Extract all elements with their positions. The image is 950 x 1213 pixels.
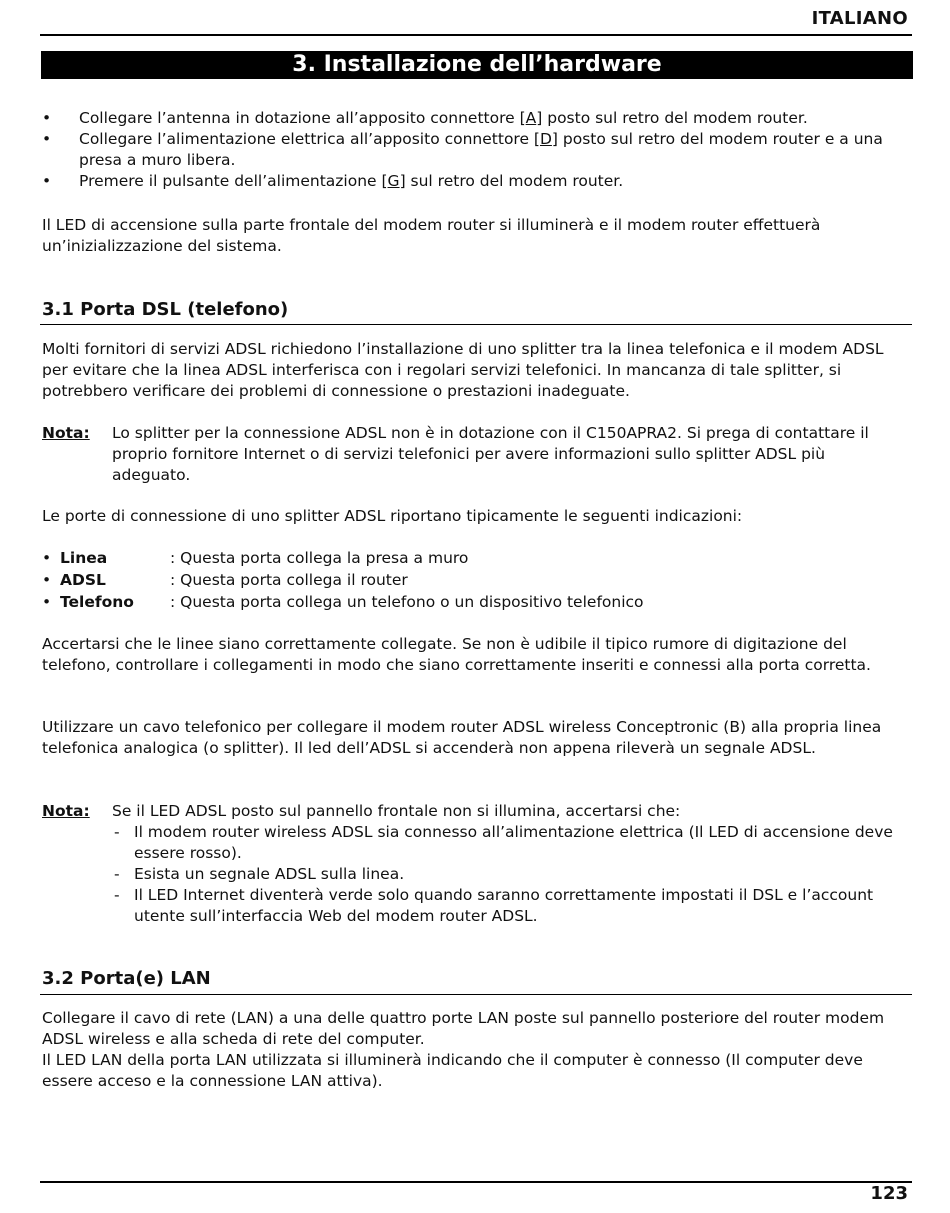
step-text: ] sul retro del modem router. bbox=[399, 172, 624, 190]
bullet-icon: • bbox=[42, 109, 52, 127]
lan-paragraph bbox=[42, 1008, 904, 1092]
note-item-text: Il modem router wireless ADSL sia connesso all’alimentazione elettrica (Il LED di accensione deve essere rosso). bbox=[134, 823, 893, 862]
lan-line: Il LED LAN della porta LAN utilizzata si illuminerà indicando che il computer è connesso (Il computer deve essere acceso e la connessione LAN attiva). bbox=[42, 1051, 863, 1090]
note-label: Nota: bbox=[42, 424, 90, 442]
dash-icon: - bbox=[114, 865, 120, 883]
dash-icon: - bbox=[114, 823, 120, 841]
heading-divider bbox=[40, 994, 912, 995]
note-block bbox=[42, 423, 907, 486]
list-item bbox=[42, 108, 902, 129]
bullet-icon: • bbox=[42, 172, 52, 190]
list-item bbox=[112, 864, 907, 885]
dsl-paragraph: Molti fornitori di servizi ADSL richiedono l’installazione di uno splitter tra la linea telefonica e il modem ADSL per evitare che la linea ADSL interferisca con i regolari servizi telefonici. In mancanza di tale splitter, si potrebbero verificare dei problemi di connessione o prestazioni inadeguate. bbox=[42, 340, 884, 400]
bullet-icon: • bbox=[42, 571, 52, 589]
note-text: Se il LED ADSL posto sul pannello frontale non si illumina, accertarsi che: bbox=[112, 802, 681, 820]
list-item bbox=[42, 171, 902, 192]
check-lines-paragraph: Accertarsi che le linee siano correttamente collegate. Se non è udibile il tipico rumore di digitazione del telefono, controllare i collegamenti in modo che siano correttamente inseriti e connessi alla porta corretta. bbox=[42, 635, 871, 674]
bullet-icon: • bbox=[42, 593, 52, 611]
bullet-icon: • bbox=[42, 130, 52, 148]
port-name: Linea bbox=[60, 549, 108, 567]
step-text: Collegare l’alimentazione elettrica all’apposito connettore [ bbox=[79, 130, 540, 148]
dsl-heading: 3.1 Porta DSL (telefono) bbox=[42, 299, 289, 320]
step-text: Premere il pulsante dell’alimentazione [ bbox=[79, 172, 388, 190]
dash-icon: - bbox=[114, 886, 120, 904]
heading-divider bbox=[40, 324, 912, 325]
step-text: ] posto sul retro del modem router. bbox=[536, 109, 808, 127]
footer-divider bbox=[40, 1181, 912, 1183]
intro-paragraph: Il LED di accensione sulla parte frontale del modem router si illuminerà e il modem router effettuerà un’inizializzazione del sistema. bbox=[42, 216, 821, 255]
list-item bbox=[112, 822, 907, 864]
note-text: Lo splitter per la connessione ADSL non è in dotazione con il C150APRA2. Si prega di contattare il proprio fornitore Internet o di servizi telefonici per avere informazioni sullo splitter ADSL più adeguato. bbox=[112, 424, 869, 484]
connector-key: A bbox=[525, 109, 537, 127]
port-description: : Questa porta collega un telefono o un dispositivo telefonico bbox=[170, 593, 644, 611]
port-description: : Questa porta collega la presa a muro bbox=[170, 549, 469, 567]
language-label: ITALIANO bbox=[811, 8, 908, 29]
note-item-text: Il LED Internet diventerà verde solo quando saranno correttamente impostati il DSL e l’account utente sull’interfaccia Web del modem router ADSL. bbox=[134, 886, 874, 925]
step-text: ] posto sul retro del modem router e a una presa a muro libera. bbox=[79, 130, 883, 169]
connector-key: G bbox=[387, 172, 400, 190]
section-title: 3. Installazione dell’hardware bbox=[41, 51, 913, 79]
lan-heading: 3.2 Porta(e) LAN bbox=[42, 968, 211, 989]
note-item-text: Esista un segnale ADSL sulla linea. bbox=[134, 865, 405, 883]
note-label: Nota: bbox=[42, 802, 90, 820]
port-name: ADSL bbox=[60, 571, 106, 589]
list-item bbox=[42, 129, 902, 171]
cable-paragraph: Utilizzare un cavo telefonico per collegare il modem router ADSL wireless Conceptronic (B) alla propria linea telefonica analogica (o splitter). Il led dell’ADSL si accenderà non appena rileverà un segnale ADSL. bbox=[42, 718, 882, 757]
port-name: Telefono bbox=[60, 593, 134, 611]
connector-key: D bbox=[539, 130, 552, 148]
page-number: 123 bbox=[870, 1183, 908, 1204]
ports-intro: Le porte di connessione di uno splitter ADSL riportano tipicamente le seguenti indicazioni: bbox=[42, 507, 743, 525]
bullet-icon: • bbox=[42, 549, 52, 567]
list-item bbox=[112, 885, 907, 927]
lan-line: Collegare il cavo di rete (LAN) a una delle quattro porte LAN poste sul pannello posteriore del router modem ADSL wireless e alla scheda di rete del computer. bbox=[42, 1009, 885, 1048]
header-divider bbox=[40, 34, 912, 36]
step-text: Collegare l’antenna in dotazione all’apposito connettore [ bbox=[79, 109, 526, 127]
port-description: : Questa porta collega il router bbox=[170, 571, 408, 589]
note-block bbox=[42, 801, 907, 927]
setup-steps-list bbox=[42, 108, 902, 192]
